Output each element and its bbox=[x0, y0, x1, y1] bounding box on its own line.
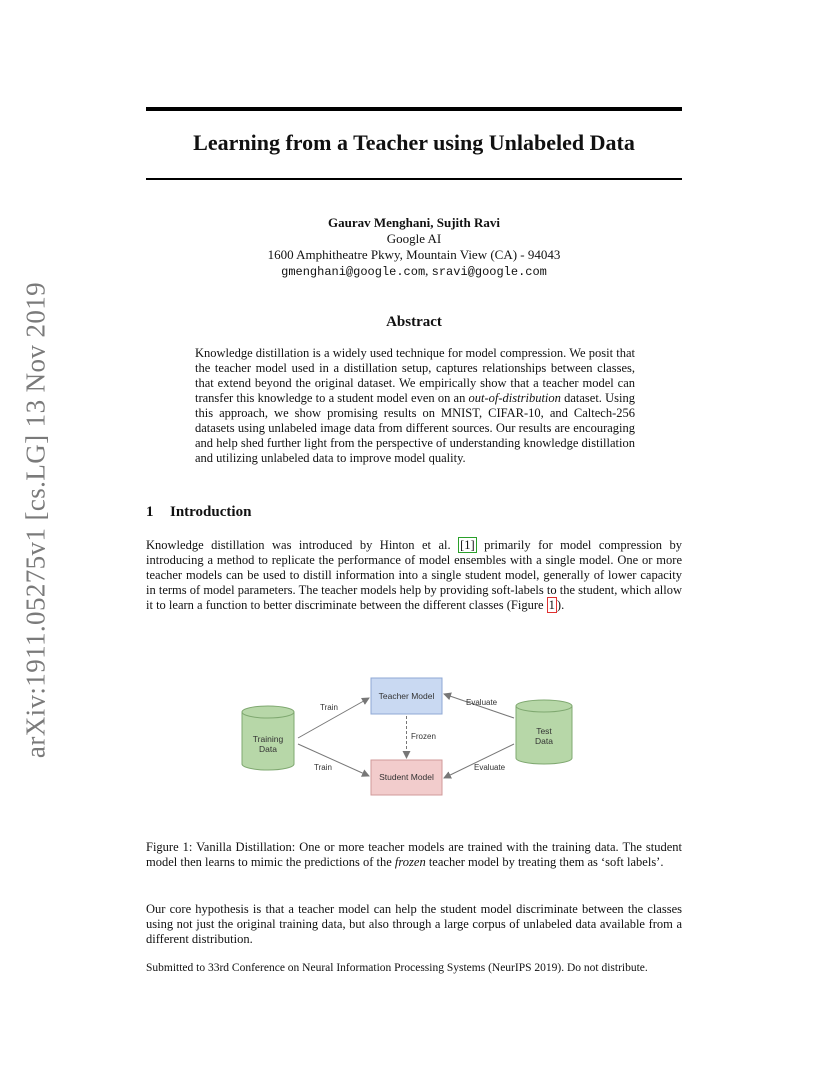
paper-title: Learning from a Teacher using Unlabeled Data bbox=[193, 130, 635, 155]
author-affiliation: Google AI bbox=[386, 231, 442, 246]
title-bottom-rule bbox=[146, 178, 682, 180]
citation-link[interactable] bbox=[458, 537, 477, 553]
abstract-text bbox=[195, 346, 635, 466]
author-emails bbox=[146, 263, 682, 280]
email-separator: , bbox=[425, 263, 432, 278]
intro-p1-part-3: ). bbox=[556, 598, 565, 612]
abstract-text-part-2: dataset. Using this approach, we show promising results on MNIST, CIFAR-10, and Caltech-256 datasets using unlabeled image data from different sources. Our results are encouraging and help shed further light from the perspective of understanding knowledge distillation and utilizing unlabeled data to improve model quality. bbox=[195, 391, 635, 465]
citation-open-bracket: [ bbox=[460, 538, 465, 552]
section-title: Introduction bbox=[170, 504, 252, 520]
author-names: Gaurav Menghani, Sujith Ravi bbox=[328, 215, 500, 230]
intro-p1-part-2: primarily for model compression by introducing a method to replicate the performance of model ensembles with a single model. One or more teacher models can be used to distill information into a single student model, generally of lower capacity in terms of model parameters. The teacher models help by providing soft-labels to the student, which allow it to learn a function to better discriminate between the different classes (Figure bbox=[146, 538, 682, 612]
intro-paragraph-2: Our core hypothesis is that a teacher model can help the student model discriminate between the classes using not just the original training data, but also through a large corpus of unlabeled data available from a different distribution. bbox=[146, 902, 682, 946]
abstract-heading: Abstract bbox=[386, 314, 442, 330]
author-email-2[interactable]: sravi@google.com bbox=[431, 265, 547, 279]
test-data-label-line1: Test bbox=[536, 726, 552, 736]
author-address: 1600 Amphitheatre Pkwy, Mountain View (CA) - 94043 bbox=[267, 247, 561, 262]
training-data-label-line1: Training bbox=[252, 734, 284, 744]
train-label-top: Train bbox=[320, 703, 338, 712]
evaluate-arrow-bottom bbox=[444, 744, 514, 778]
training-data-label-line2: Data bbox=[259, 744, 277, 754]
evaluate-label-bottom: Evaluate bbox=[474, 763, 506, 772]
test-data-cylinder bbox=[516, 700, 572, 764]
author-block bbox=[146, 215, 682, 280]
train-label-bottom: Train bbox=[314, 763, 332, 772]
train-arrow-bottom bbox=[298, 744, 369, 776]
distillation-diagram bbox=[232, 670, 592, 806]
section-heading-introduction bbox=[146, 504, 251, 521]
test-data-label-line2: Data bbox=[535, 736, 553, 746]
intro-p1-part-1: Knowledge distillation was introduced by Hinton et al. bbox=[146, 538, 459, 552]
teacher-model-label: Teacher Model bbox=[378, 691, 435, 701]
figure-caption bbox=[146, 840, 682, 870]
citation-close-bracket: ] bbox=[470, 538, 475, 552]
student-model-box bbox=[371, 760, 442, 795]
section-number: 1 bbox=[146, 504, 154, 520]
figure-reference-link[interactable]: 1 bbox=[548, 598, 555, 612]
training-data-cylinder bbox=[242, 706, 294, 770]
evaluate-label-top: Evaluate bbox=[466, 698, 498, 707]
frozen-label: Frozen bbox=[411, 732, 436, 741]
intro-paragraph-1 bbox=[146, 538, 682, 613]
citation-number: 1 bbox=[464, 538, 471, 552]
student-model-label: Student Model bbox=[379, 772, 434, 782]
teacher-model-box bbox=[371, 678, 442, 714]
caption-italic: frozen bbox=[394, 855, 426, 869]
caption-part-2: teacher model by treating them as ‘soft labels’. bbox=[425, 855, 664, 869]
caption-part-1: Figure 1: Vanilla Distillation: One or more teacher models are trained with the training data. The student model then learns to mimic the predictions of the bbox=[146, 840, 682, 869]
abstract-text-italic: out-of-distribution bbox=[468, 391, 561, 405]
abstract-text-part-1: Knowledge distillation is a widely used technique for model compression. We posit that the teacher model used in a distillation setup, captures relationships between classes, that extend beyond the original dataset. We empirically show that a teacher model can transfer this knowledge to a student model even on an bbox=[195, 346, 635, 405]
submission-footnote: Submitted to 33rd Conference on Neural Information Processing Systems (NeurIPS 2019). Do not distribute. bbox=[146, 962, 648, 974]
arxiv-side-stamp: arXiv:1911.05275v1 [cs.LG] 13 Nov 2019 bbox=[20, 281, 51, 759]
title-top-rule bbox=[146, 107, 682, 111]
author-email-1[interactable]: gmenghani@google.com bbox=[281, 265, 426, 279]
